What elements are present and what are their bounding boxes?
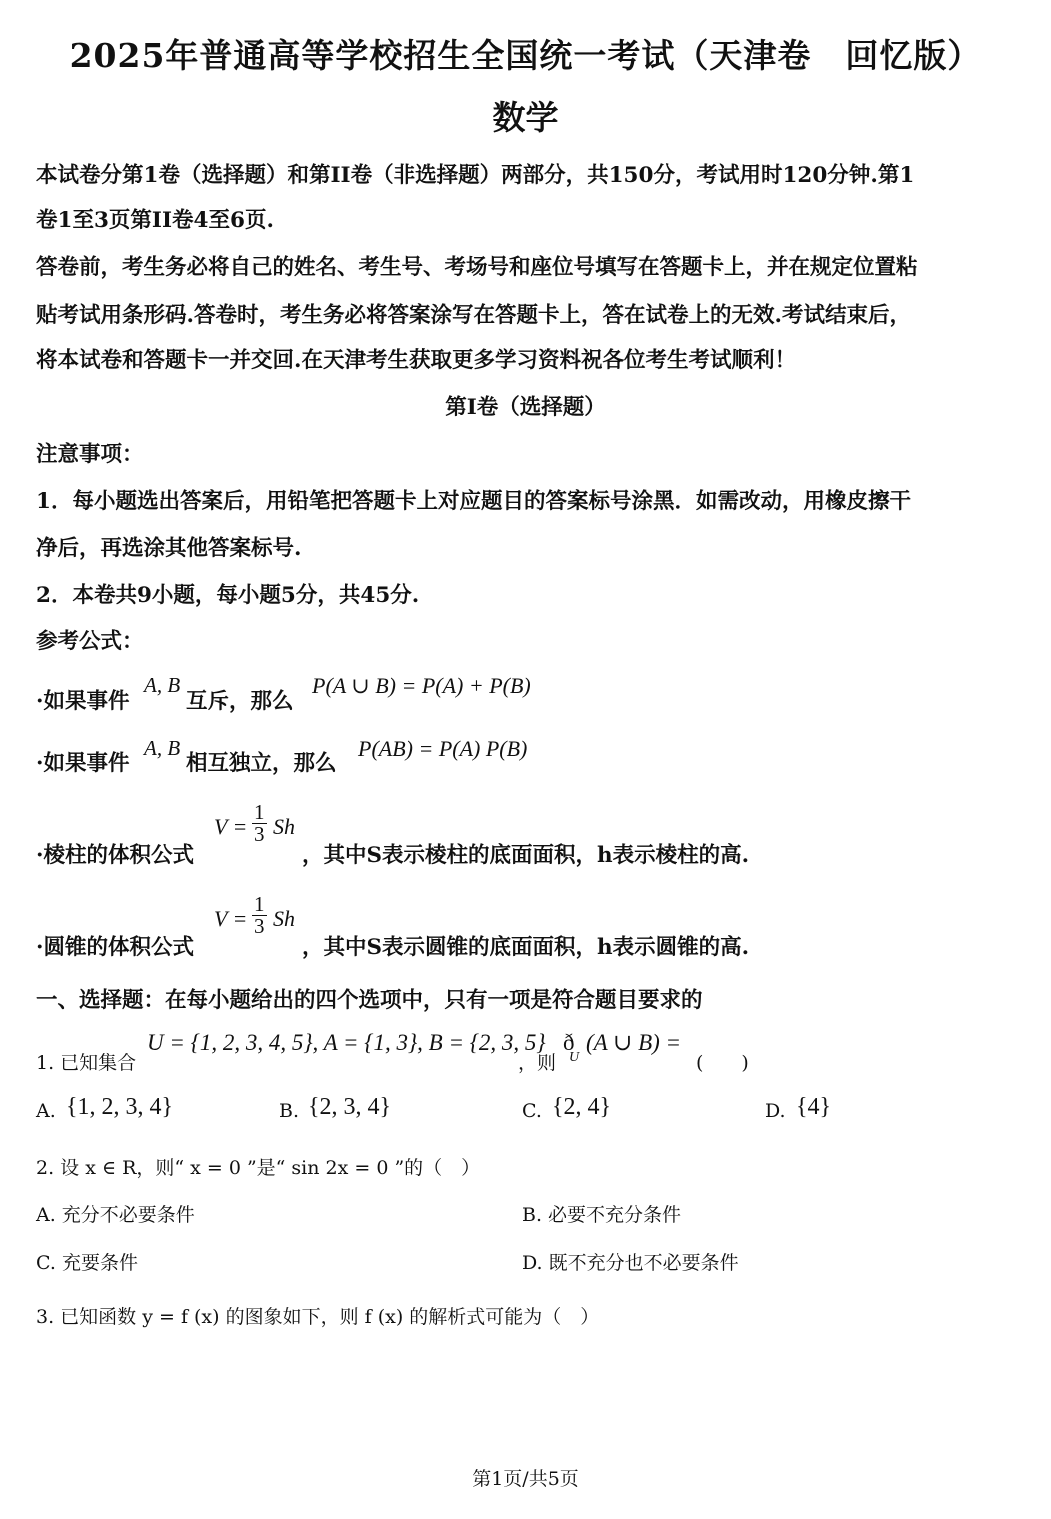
q1-option-c-label[interactable]: C.	[522, 1100, 542, 1122]
q1-option-a[interactable]: {1, 2, 3, 4}	[66, 1094, 174, 1120]
notice-1b: 净后，再选涂其他答案标号.	[36, 536, 302, 561]
intro-line-5: 将本试卷和答题卡一并交回.在天津考生获取更多学习资料祝各位考生考试顺利！	[36, 348, 796, 373]
q1-option-d[interactable]: {4}	[796, 1094, 832, 1120]
formula-3-fraction	[252, 802, 267, 845]
intro-line-3: 答卷前，考生务必将自己的姓名、考生号、考场号和座位号填写在答题卡上，并在规定位置粘	[36, 255, 918, 280]
formula-2-vars: A, B	[144, 736, 181, 760]
notice-label: 注意事项：	[36, 442, 144, 467]
formula-1-mid: 互斥，那么	[186, 689, 294, 714]
formula-2-mid: 相互独立，那么	[186, 751, 337, 776]
q2-option-c[interactable]: C. 充要条件	[36, 1252, 138, 1274]
page-footer: 第1页/共5页	[472, 1468, 579, 1490]
notice-2: 2．本卷共9小题，每小题5分，共45分.	[36, 583, 420, 608]
formula-label: 参考公式：	[36, 629, 144, 654]
q1-complement-sub: U	[569, 1050, 580, 1065]
q2-stem: 2. 设 x ∈ R，则“ x = 0 ”是“ sin 2x = 0 ”的（ ）	[36, 1157, 481, 1179]
subject-title: 数学	[492, 98, 559, 137]
q1-option-b[interactable]: {2, 3, 4}	[308, 1094, 392, 1120]
formula-4-den: 3	[254, 914, 265, 938]
formula-2-text: ·如果事件	[36, 751, 130, 776]
formula-3-num: 1	[254, 800, 265, 824]
notice-1a: 1．每小题选出答案后，用铅笔把答题卡上对应题目的答案标号涂黑．如需改动，用橡皮擦干	[36, 489, 911, 514]
formula-4-fraction	[252, 894, 267, 937]
formula-1-expr: P(A ∪ B) = P(A) + P(B)	[312, 673, 531, 698]
formula-3-rhs: Sh	[273, 814, 295, 839]
formula-3-den: 3	[254, 822, 265, 846]
formula-2-expr: P(AB) = P(A) P(B)	[358, 736, 528, 761]
formula-4-text: ·圆锥的体积公式	[36, 935, 194, 960]
section-heading: 第I卷（选择题）	[445, 395, 606, 420]
q1-prefix: 1. 已知集合	[36, 1052, 137, 1074]
formula-3-desc: ，其中S表示棱柱的底面面积，h表示棱柱的高.	[302, 843, 750, 868]
q1-expr: (A ∪ B) =	[586, 1030, 682, 1055]
q1-option-b-label[interactable]: B.	[279, 1100, 300, 1122]
q1-answer-paren: ( )	[696, 1052, 749, 1074]
intro-line-1: 本试卷分第1卷（选择题）和第II卷（非选择题）两部分，共150分，考试用时120分钟.第1	[36, 163, 915, 188]
q1-mid: ，则	[518, 1052, 557, 1074]
q1-option-c[interactable]: {2, 4}	[552, 1094, 612, 1120]
q2-option-d[interactable]: D. 既不充分也不必要条件	[522, 1252, 739, 1274]
q2-option-a[interactable]: A. 充分不必要条件	[36, 1204, 195, 1226]
exam-title: 2025年普通高等学校招生全国统一考试（天津卷 回忆版）	[69, 36, 982, 75]
formula-4-rhs: Sh	[273, 906, 295, 931]
formula-3-text: ·棱柱的体积公式	[36, 843, 194, 868]
formula-3-lhs: V =	[214, 814, 248, 839]
formula-4-desc: ，其中S表示圆锥的底面面积，h表示圆锥的高.	[302, 935, 750, 960]
q1-option-a-label[interactable]: A.	[36, 1100, 56, 1122]
formula-1-text: ·如果事件	[36, 689, 130, 714]
q1-option-d-label[interactable]: D.	[765, 1100, 786, 1122]
formula-4-lhs: V =	[214, 906, 248, 931]
q1-sets: U = {1, 2, 3, 4, 5}, A = {1, 3}, B = {2, 3, 5}	[147, 1030, 546, 1055]
formula-4-num: 1	[254, 892, 265, 916]
q2-option-b[interactable]: B. 必要不充分条件	[522, 1204, 682, 1226]
formula-1-vars: A, B	[144, 673, 181, 697]
intro-line-2: 卷1至3页第II卷4至6页.	[36, 208, 274, 233]
part1-heading: 一、选择题：在每小题给出的四个选项中，只有一项是符合题目要求的	[36, 988, 703, 1013]
q3-stem: 3. 已知函数 y = f (x) 的图象如下，则 f (x) 的解析式可能为（ ）	[36, 1306, 600, 1328]
q1-complement-symbol: ð	[563, 1030, 575, 1055]
intro-line-4: 贴考试用条形码.答卷时，考生务必将答案涂写在答题卡上，答在试卷上的无效.考试结束后，	[36, 303, 911, 328]
